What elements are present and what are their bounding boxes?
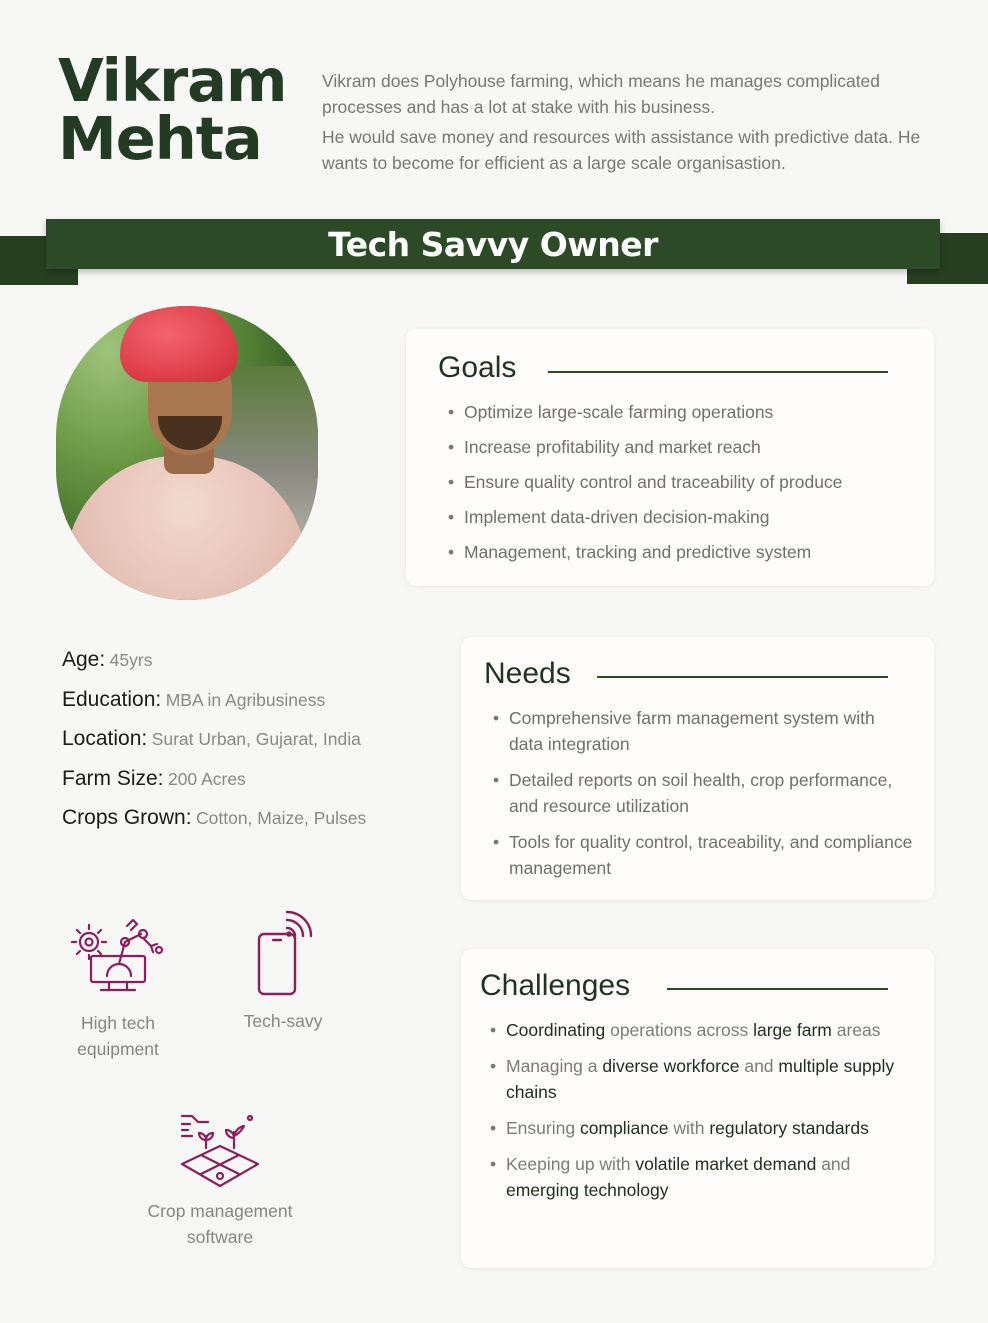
challenge-highlight: regulatory standards [709, 1118, 869, 1138]
goal-item: • Ensure quality control and traceability of produce [448, 470, 918, 494]
detail-label: Education: [62, 687, 162, 711]
goal-item: • Management, tracking and predictive system [448, 540, 918, 564]
smartphone-wifi-icon [243, 908, 323, 998]
challenges-divider [667, 988, 888, 990]
first-name: Vikram [58, 46, 287, 115]
challenge-text: Managing a [506, 1056, 603, 1076]
challenge-highlight: emerging technology [506, 1180, 669, 1200]
detail-value: Cotton, Maize, Pulses [196, 808, 367, 828]
needs-title: Needs [484, 657, 571, 690]
goals-list [448, 400, 918, 575]
challenge-text: Ensuring [506, 1118, 580, 1138]
goal-item: • Implement data-driven decision-making [448, 505, 918, 529]
challenge-item [490, 1053, 910, 1105]
challenge-highlight: multiple supply chains [506, 1056, 895, 1102]
challenge-text: and [816, 1154, 851, 1174]
detail-row [62, 727, 366, 767]
goal-item: • Optimize large-scale farming operations [448, 400, 918, 424]
challenges-list [490, 1017, 910, 1213]
banner-title: Tech Savvy Owner [328, 224, 658, 264]
intro-paragraph: He would save money and resources with assistance with predictive data. He wants to become for efficient as a large scale organisastion. [322, 127, 921, 173]
challenge-highlight: large farm [753, 1020, 832, 1040]
challenge-text: areas [831, 1020, 881, 1040]
need-item: • Tools for quality control, traceability, and compliance management [493, 829, 913, 881]
challenge-text: Keeping up with [506, 1154, 636, 1174]
feature-tech-savvy [214, 908, 352, 1034]
need-item: • Comprehensive farm management system with data integration [493, 705, 913, 757]
challenge-item [490, 1017, 910, 1043]
crop-management-icon [178, 1110, 262, 1190]
detail-row [62, 648, 366, 688]
challenge-highlight: Coordinating [506, 1020, 606, 1040]
challenge-item [490, 1151, 910, 1203]
goals-title: Goals [438, 351, 517, 384]
detail-row [62, 806, 366, 846]
detail-value: Surat Urban, Gujarat, India [151, 729, 361, 749]
detail-value: 45yrs [109, 650, 153, 670]
persona-details [62, 648, 366, 846]
goals-card [406, 329, 934, 586]
challenge-text: with [668, 1118, 710, 1138]
needs-list [493, 705, 913, 891]
feature-crop-management-software [130, 1110, 310, 1250]
detail-value: MBA in Agribusiness [165, 689, 326, 710]
detail-row [62, 688, 366, 728]
avatar [56, 306, 318, 600]
feature-label: equipment [77, 1039, 159, 1059]
detail-label: Age: [62, 648, 106, 671]
needs-divider [597, 676, 888, 678]
feature-label: Tech-savy [243, 1011, 323, 1031]
intro-paragraph: Vikram does Polyhouse farming, which means he manages complicated processes and has a lot at stake with his business. [322, 71, 881, 117]
challenge-text: operations across [605, 1020, 754, 1040]
feature-high-tech-equipment [48, 916, 188, 1062]
detail-label: Crops Grown: [62, 806, 192, 829]
detail-row [62, 767, 366, 807]
challenge-highlight: volatile market demand [635, 1154, 817, 1174]
feature-label: software [186, 1227, 254, 1247]
persona-name [58, 46, 287, 173]
feature-label: High tech [81, 1013, 155, 1033]
feature-label: Crop management [147, 1201, 293, 1221]
challenge-text: and [739, 1056, 779, 1076]
challenges-title: Challenges [480, 969, 631, 1002]
challenge-highlight: compliance [579, 1118, 669, 1138]
challenge-item [490, 1115, 910, 1141]
needs-card [461, 637, 934, 900]
need-item: • Detailed reports on soil health, crop performance, and resource utilization [493, 767, 913, 819]
detail-label: Farm Size: [62, 766, 164, 790]
last-name: Mehta [58, 104, 262, 173]
challenge-highlight: diverse workforce [602, 1056, 740, 1076]
persona-banner [46, 219, 940, 269]
challenges-card [461, 949, 934, 1268]
persona-intro [322, 68, 962, 180]
robotic-arm-icon [71, 916, 165, 994]
goals-divider [548, 371, 888, 373]
detail-value: 200 Acres [167, 768, 246, 789]
goal-item: • Increase profitability and market reach [448, 435, 918, 459]
detail-label: Location: [62, 727, 148, 750]
